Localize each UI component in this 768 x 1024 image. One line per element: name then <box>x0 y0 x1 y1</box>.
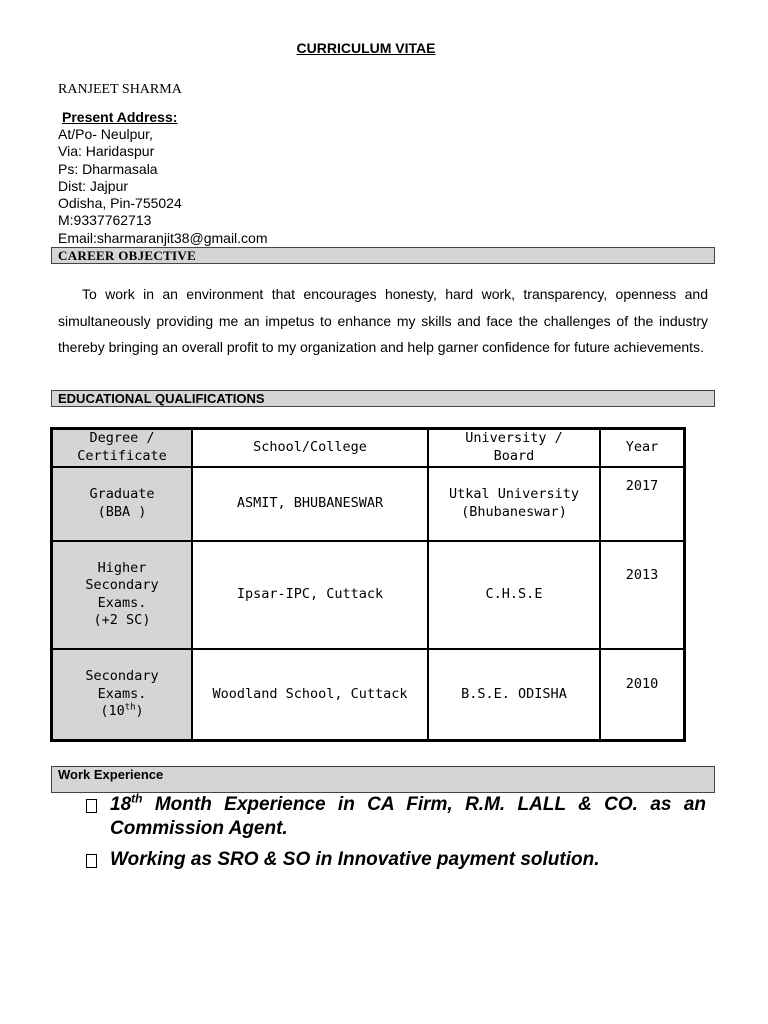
work-experience-heading: Work Experience <box>58 767 164 782</box>
bullet-box-icon <box>86 854 97 868</box>
degree-cell: Higher Secondary Exams. (+2 SC) <box>52 541 193 649</box>
board-cell: Utkal University (Bhubaneswar) <box>428 467 600 541</box>
year-cell: 2010 <box>600 649 685 741</box>
header-year: Year <box>600 429 685 467</box>
career-objective-heading: CAREER OBJECTIVE <box>58 248 197 263</box>
school-cell: ASMIT, BHUBANESWAR <box>192 467 428 541</box>
address-heading: Present Address: <box>62 109 178 125</box>
address-line: Odisha, Pin-755024 <box>58 195 182 212</box>
email-line: Email:sharmaranjit38@gmail.com <box>58 229 268 246</box>
school-cell: Woodland School, Cuttack <box>192 649 428 741</box>
table-row <box>52 467 685 541</box>
bullet-box-icon <box>86 799 97 813</box>
address-line: Ps: Dharmasala <box>58 160 158 177</box>
work-experience-bar <box>51 766 715 793</box>
address-line: At/Po- Neulpur, <box>58 126 153 142</box>
candidate-name: RANJEET SHARMA <box>58 82 182 97</box>
school-cell: Ipsar-IPC, Cuttack <box>192 541 428 649</box>
degree-cell: Secondary Exams. (10th) <box>52 649 193 741</box>
address-line: Dist: Jajpur <box>58 177 129 194</box>
year-cell: 2017 <box>600 467 685 541</box>
table-header-row <box>52 429 685 467</box>
education-heading: EDUCATIONAL QUALIFICATIONS <box>58 391 265 406</box>
career-objective-text: To work in an environment that encourages honesty, hard work, transparency, openness and simultaneously providing me an impetus to enhance my skills and face the challenges of the industry thereby bringing an overall profit to my organization and help garner confidence for future achievements. <box>58 286 708 356</box>
address-block <box>58 126 268 247</box>
board-cell: B.S.E. ODISHA <box>428 649 600 741</box>
experience-item: Working as SRO & SO in Innovative payment solution. <box>86 848 706 872</box>
phone-line: M:9337762713 <box>58 212 152 229</box>
table-row <box>52 541 685 649</box>
education-table <box>50 427 686 742</box>
table-row <box>52 649 685 741</box>
board-cell: C.H.S.E <box>428 541 600 649</box>
header-degree: Degree / Certificate <box>52 429 193 467</box>
header-school: School/College <box>192 429 428 467</box>
career-objective-bar <box>51 247 715 264</box>
address-line: Via: Haridaspur <box>58 143 155 160</box>
document-title: CURRICULUM VITAE <box>296 40 436 56</box>
experience-item: 18th Month Experience in CA Firm, R.M. LALL & CO. as an Commission Agent. <box>86 793 706 841</box>
header-board: University / Board <box>428 429 600 467</box>
degree-cell: Graduate (BBA ) <box>52 467 193 541</box>
year-cell: 2013 <box>600 541 685 649</box>
education-bar <box>51 390 715 407</box>
